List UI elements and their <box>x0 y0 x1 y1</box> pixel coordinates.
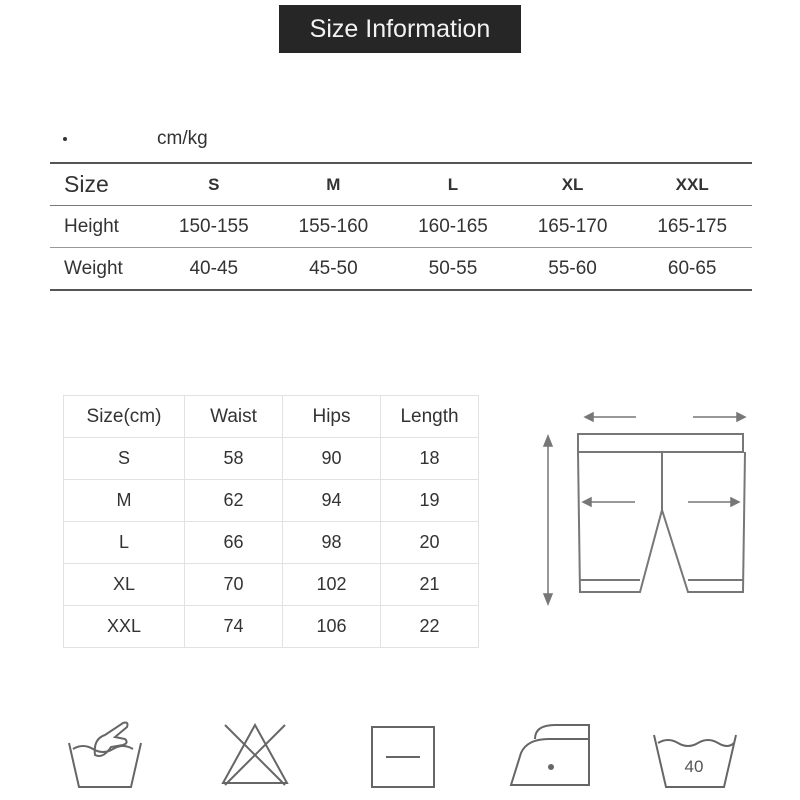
table-row <box>50 206 752 248</box>
table-row <box>64 564 479 606</box>
waistband-outline <box>578 434 743 452</box>
header-cell: Hips <box>283 396 381 438</box>
table-cell: XL <box>64 564 185 606</box>
hand-wash-icon <box>65 715 145 790</box>
header-cell: Waist <box>185 396 283 438</box>
table-cell: 50-55 <box>393 248 513 291</box>
do-not-bleach-icon <box>215 715 295 790</box>
table-cell: 74 <box>185 606 283 648</box>
waist-arrows <box>585 413 745 421</box>
table-cell: 70 <box>185 564 283 606</box>
table-cell: S <box>64 438 185 480</box>
table-cell: 60-65 <box>632 248 752 291</box>
table-cell: 150-155 <box>154 206 274 248</box>
table-cell: 160-165 <box>393 206 513 248</box>
unit-label: cm/kg <box>157 128 208 149</box>
table-cell: 21 <box>381 564 479 606</box>
table-cell: 20 <box>381 522 479 564</box>
length-arrow <box>544 436 552 604</box>
table-cell: 90 <box>283 438 381 480</box>
size-height-weight-table <box>50 162 752 291</box>
table-cell: 102 <box>283 564 381 606</box>
header-cell: S <box>154 163 274 206</box>
table-row <box>64 480 479 522</box>
table-row <box>64 606 479 648</box>
table-row <box>64 522 479 564</box>
table-cell: 106 <box>283 606 381 648</box>
header-cell: L <box>393 163 513 206</box>
header-cell: Length <box>381 396 479 438</box>
table-cell: 62 <box>185 480 283 522</box>
header-cell: Size <box>50 163 154 206</box>
table-cell: 165-175 <box>632 206 752 248</box>
header-cell: XXL <box>632 163 752 206</box>
row-label: Height <box>50 206 154 248</box>
table-cell: 155-160 <box>274 206 394 248</box>
row-label: Weight <box>50 248 154 291</box>
unit-note <box>63 128 208 150</box>
table-cell: 40-45 <box>154 248 274 291</box>
table-cell: 45-50 <box>274 248 394 291</box>
table-cell: 22 <box>381 606 479 648</box>
header-cell: XL <box>513 163 633 206</box>
shorts-diagram <box>530 400 760 615</box>
header-cell: Size(cm) <box>64 396 185 438</box>
table-cell: 98 <box>283 522 381 564</box>
table-cell: 55-60 <box>513 248 633 291</box>
table-cell: 94 <box>283 480 381 522</box>
page-title: Size Information <box>309 14 491 43</box>
table-cell: 66 <box>185 522 283 564</box>
table-row <box>50 248 752 291</box>
header-cell: M <box>274 163 394 206</box>
table-header-row <box>50 163 752 206</box>
table-cell: 19 <box>381 480 479 522</box>
table-cell: 18 <box>381 438 479 480</box>
table-row <box>64 438 479 480</box>
table-cell: M <box>64 480 185 522</box>
iron-low-icon <box>505 715 595 790</box>
table-cell: XXL <box>64 606 185 648</box>
table-cell: 58 <box>185 438 283 480</box>
table-cell: L <box>64 522 185 564</box>
title-banner <box>279 5 521 53</box>
wash-40-icon <box>650 715 740 790</box>
dry-flat-icon <box>368 715 438 790</box>
table-header-row <box>64 396 479 438</box>
table-cell: 165-170 <box>513 206 633 248</box>
measurement-table <box>63 395 479 648</box>
wash-temperature-label: 40 <box>684 757 704 776</box>
bullet-icon <box>63 137 67 141</box>
